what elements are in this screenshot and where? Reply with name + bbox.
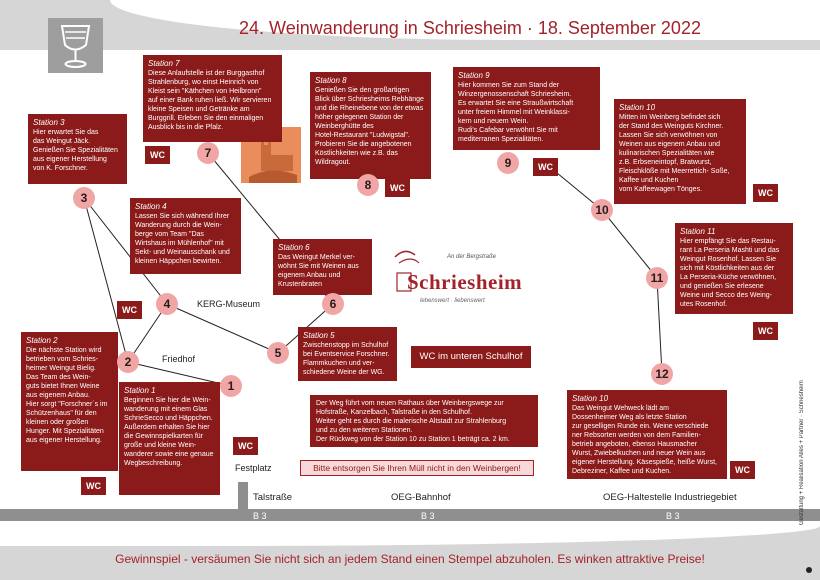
city-logo-tagline: An der Bergstraße bbox=[447, 254, 497, 260]
station-9-marker[interactable]: 9 bbox=[497, 152, 519, 174]
corner-dot bbox=[806, 567, 812, 573]
station-1-marker[interactable]: 1 bbox=[220, 375, 242, 397]
route-segment bbox=[167, 304, 278, 353]
road-label: B 3 bbox=[666, 511, 680, 521]
wc-marker: WC bbox=[117, 301, 142, 319]
station-3-box bbox=[28, 114, 127, 184]
station-label: Station 11 bbox=[680, 227, 716, 236]
stop-oeg-industriegebiet: OEG-Haltestelle Industriegebiet bbox=[603, 492, 737, 503]
city-logo-name: Schriesheim bbox=[407, 270, 523, 294]
credit-text: Gestaltung + Realisation Alles + Partner · Schriesheim bbox=[799, 380, 805, 525]
station-5-box bbox=[298, 327, 397, 381]
station-11-marker[interactable]: 11 bbox=[646, 267, 668, 289]
station-4-marker[interactable]: 4 bbox=[156, 293, 178, 315]
station-12-marker[interactable]: 12 bbox=[651, 363, 673, 385]
station-5-marker[interactable]: 5 bbox=[267, 342, 289, 364]
station-12-box bbox=[567, 390, 727, 479]
wc-marker: WC bbox=[753, 184, 778, 202]
station-text: Diese Anlaufstelle ist der Burggasthof Strahlenburg, wo einst Heinrich von Kleist sein "Käthchen von Heilbronn" auf einer Bank ruhen ließ. Wir servieren kleine Speisen und Getränke am Burggrill. Erleben Sie den einmaligen Ausblick bis in die Pfalz. bbox=[148, 70, 272, 131]
wc-marker: WC bbox=[233, 437, 258, 455]
station-9-box bbox=[453, 67, 600, 150]
wc-note: WC im unteren Schulhof bbox=[411, 346, 531, 368]
road-branch bbox=[238, 482, 248, 512]
place-friedhof: Friedhof bbox=[162, 354, 196, 364]
station-10-marker[interactable]: 10 bbox=[591, 199, 613, 221]
station-label: Station 2 bbox=[26, 336, 58, 345]
footer-text: Gewinnspiel - versäumen Sie nicht sich an jedem Stand einen Stempel abzuholen. Es winken attraktive Preise! bbox=[115, 552, 705, 566]
wc-marker: WC bbox=[145, 146, 170, 164]
route-segment bbox=[657, 278, 662, 374]
station-text: Genießen Sie den großartigen Blick über Schriesheims Rebhänge und die Rheinebene von der etwas höher gelegenen Station der Weinberghütte des Hotel-Restaurant "Ludwigstal". Probieren Sie die angebotenen Köstlichkeiten wie z.B. das Wildragout. bbox=[315, 87, 424, 166]
station-text: Hier kommen Sie zum Stand der Winzergenossenschaft Schriesheim. Es erwartet Sie eine Straußwirtschaft unter freiem Himmel mit Weinklassi- kern und neuem Wein. Rudi's Cafebar verwöhnt Sie mit mediterranen Spezialitäten. bbox=[458, 82, 574, 143]
station-4-box bbox=[130, 198, 241, 274]
place-festplatz: Festplatz bbox=[235, 463, 272, 473]
stop-oeg-bahnhof: OEG-Bahnhof bbox=[391, 492, 451, 503]
station-6-marker[interactable]: 6 bbox=[322, 293, 344, 315]
station-label: Station 10 bbox=[619, 103, 656, 112]
place-kerg-museum: KERG-Museum bbox=[197, 299, 261, 309]
station-6-box bbox=[273, 239, 372, 295]
road-label: B 3 bbox=[421, 511, 435, 521]
stop-talstrasse: Talstraße bbox=[253, 492, 293, 503]
station-2-marker[interactable]: 2 bbox=[117, 351, 139, 373]
station-1-box bbox=[119, 382, 220, 495]
page-title: 24. Weinwanderung in Schriesheim · 18. September 2022 bbox=[239, 18, 701, 38]
wc-marker: WC bbox=[533, 158, 558, 176]
station-text: Zwischenstopp im Schulhof bei Eventservice Forschner. Flammkuchen und ver- schiedene Weine der WG. bbox=[303, 342, 390, 377]
station-text: Das Weingut Wehweck lädt am Dossenheimer Weg als letzte Station zur geselligen Runde ein. Weine verschiede ner Rebsorten werden von dem Familien- betrieb angeboten, ebenso Hausmacher Wurst, Zwiebelkuchen und neuer Wein aus eigener Herstellung. Käsespieße, heiße Wurst, Debreziner, Kaffee und Kuchen. bbox=[572, 405, 717, 475]
station-11-box bbox=[675, 223, 793, 314]
station-label: Station 5 bbox=[303, 331, 335, 340]
station-label: Station 3 bbox=[33, 118, 65, 127]
station-label: Station 8 bbox=[315, 76, 347, 85]
station-8-marker[interactable]: 8 bbox=[357, 174, 379, 196]
station-label: Station 1 bbox=[124, 386, 156, 395]
route-segment bbox=[602, 210, 657, 278]
station-text: Die nächste Station wird betrieben vom Schries- heimer Weingut Bielig. Das Team des Wein- guts bietet Ihnen Weine aus eigenem Anbau. Hier sorgt "Forschner´s im Schützenhaus" für den kleinen oder großen Hunger. Mit Spezialitäten aus eigener Herstellung. bbox=[26, 347, 108, 444]
station-text: Das Weingut Merkel ver- wöhnt Sie mit Weinen aus eigenem Anbau und Krustenbraten bbox=[278, 254, 359, 289]
station-label: Station 10 bbox=[572, 394, 609, 403]
wc-marker: WC bbox=[753, 322, 778, 340]
road-b3 bbox=[0, 509, 820, 521]
station-7-box bbox=[143, 55, 282, 142]
wc-marker: WC bbox=[730, 461, 755, 479]
route-info: Der Weg führt vom neuen Rathaus über Weinbergswege zur Hofstraße, Kanzelbach, Talstraße in den Schulhof. Weiter geht es durch die malerische Altstadt zur Strahlenburg und zu den weiteren Stationen. Der Rückweg von der Station 10 zu Station 1 beträgt ca. 2 km. bbox=[310, 395, 538, 447]
station-7-marker[interactable]: 7 bbox=[197, 142, 219, 164]
station-3-marker[interactable]: 3 bbox=[73, 187, 95, 209]
litter-notice: Bitte entsorgen Sie Ihren Müll nicht in den Weinbergen! bbox=[300, 460, 534, 476]
station-label: Station 4 bbox=[135, 202, 167, 211]
wc-marker: WC bbox=[81, 477, 106, 495]
station-label: Station 9 bbox=[458, 71, 490, 80]
station-label: Station 7 bbox=[148, 59, 180, 68]
station-text: Hier erwartet Sie das das Weingut Jäck. Genießen Sie Spezialitäten aus eigener Herstellung von K. Forschner. bbox=[33, 129, 118, 173]
station-text: Mitten im Weinberg befindet sich der Stand des Weinguts Kirchner. Lassen Sie sich verwöhnen von Weinen aus eigenem Anbau und kulinarischen Spezialitäten wie z.B. Erbseneintopf, Bratwurst, Fleischklöße mit Meerrettich- Soße, Kaffee und Kuchen vom Kaffeewagen Tönges. bbox=[619, 114, 730, 193]
station-2-box bbox=[21, 332, 118, 471]
station-text: Beginnen Sie hier die Wein- wanderung mit einem Glas SchrieSecco und Häppchen. Außerdem erhalten Sie hier die Gewinnspielkarten für große und kleine Wein- wanderer sowie eine genaue Wegbeschreibung. bbox=[124, 397, 214, 467]
station-label: Station 6 bbox=[278, 243, 310, 252]
station-text: Lassen Sie sich während Ihrer Wanderung durch die Wein- berge vom Team "Das Wirtshaus im Mühlenhof" mit Sekt- und Weinausschank und kleinen Häppchen bewirten. bbox=[135, 213, 230, 265]
station-8-box bbox=[310, 72, 431, 179]
station-10-box bbox=[614, 99, 746, 204]
station-text: Hier empfängt Sie das Restau- rant La Perseria Mashti und das Weingut Rosenhof. Lassen Sie sich mit Köstlichkeiten aus der La Perseria-Küche verwöhnen, und genießen Sie erlesene Weine und Secco des Weing- utes Rosenhof. bbox=[680, 238, 780, 308]
wc-marker: WC bbox=[385, 179, 410, 197]
road-label: B 3 bbox=[253, 511, 267, 521]
city-logo-subline: lebenswert · liebenswert bbox=[420, 298, 485, 304]
